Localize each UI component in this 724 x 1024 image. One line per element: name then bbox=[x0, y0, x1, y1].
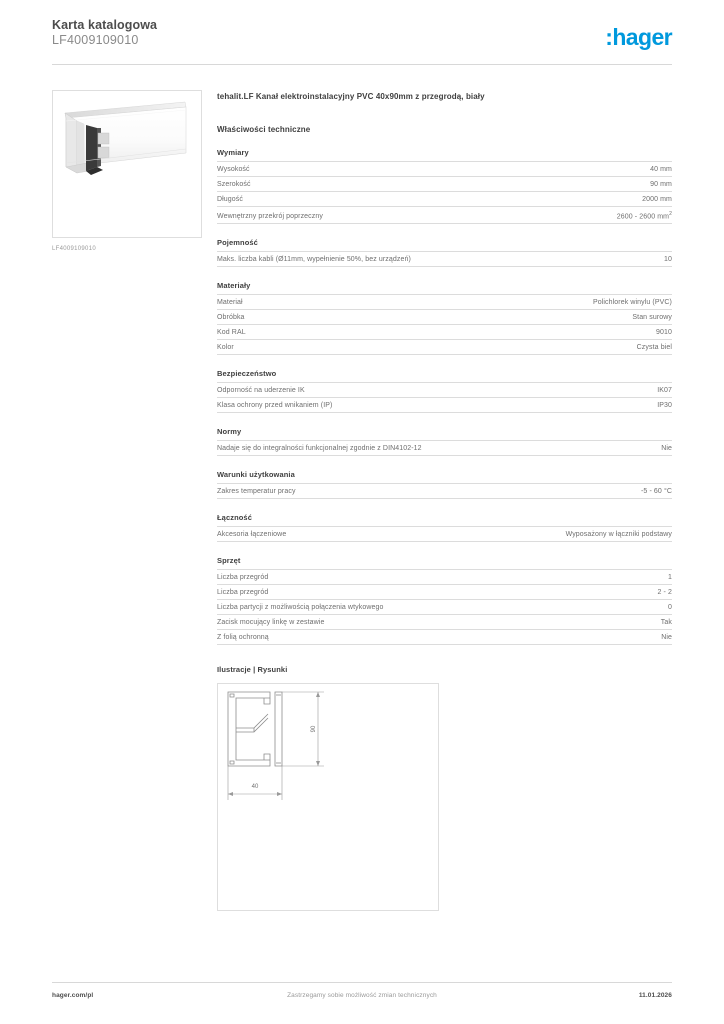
footer-disclaimer: Zastrzegamy sobie możliwość zmian technicznych bbox=[287, 992, 437, 999]
spec-group-title: Warunki użytkowania bbox=[217, 470, 295, 480]
spec-value: 2000 mm bbox=[642, 196, 672, 203]
header-divider bbox=[52, 64, 672, 65]
spec-value: Nie bbox=[661, 634, 672, 642]
spec-value bbox=[617, 211, 672, 220]
spec-row bbox=[217, 191, 672, 206]
spec-row bbox=[217, 294, 672, 309]
footer-website[interactable]: hager.com/pl bbox=[52, 992, 94, 999]
spec-row bbox=[217, 397, 672, 413]
spec-value: Czysta biel bbox=[636, 344, 672, 352]
page-header bbox=[52, 18, 672, 64]
spec-label: Z folią ochronną bbox=[217, 634, 269, 642]
product-photo-caption: LF4009109010 bbox=[52, 246, 96, 252]
spec-row bbox=[217, 440, 672, 456]
spec-row bbox=[217, 599, 672, 614]
spec-value: 2 - 2 bbox=[657, 589, 672, 597]
spec-row bbox=[217, 526, 672, 542]
spec-group-title: Materiały bbox=[217, 281, 251, 291]
spec-value: Polichlorek winylu (PVC) bbox=[592, 299, 672, 307]
illustrations-section bbox=[217, 665, 672, 911]
spec-value: 1 bbox=[668, 574, 672, 582]
cross-section-drawing bbox=[218, 684, 438, 910]
spec-row bbox=[217, 309, 672, 324]
spec-group-title: Normy bbox=[217, 427, 242, 437]
spec-row bbox=[217, 483, 672, 499]
spec-label: Liczba przegród bbox=[217, 589, 269, 597]
spec-group bbox=[217, 513, 672, 542]
spec-value-text: 2600 - 2600 mm bbox=[616, 213, 670, 221]
spec-value: Wyposażony w łączniki podstawy bbox=[565, 531, 672, 539]
product-photo-frame bbox=[52, 90, 202, 238]
spec-row bbox=[217, 569, 672, 584]
page-title: Karta katalogowa bbox=[52, 18, 158, 32]
spec-row bbox=[217, 161, 672, 176]
main-content bbox=[217, 92, 672, 911]
spec-group bbox=[217, 281, 672, 355]
spec-group bbox=[217, 238, 672, 267]
spec-label: Wysokość bbox=[217, 166, 250, 173]
product-name: tehalit.LF Kanał elektroinstalacyjny PVC 40x90mm z przegrodą, biały bbox=[217, 92, 485, 101]
spec-row bbox=[217, 324, 672, 339]
spec-row bbox=[217, 339, 672, 355]
product-photo bbox=[53, 91, 201, 237]
spec-label: Maks. liczba kabli (Ø11mm, wypełnienie 50%, bez urządzeń) bbox=[217, 256, 411, 264]
technical-properties-heading: Właściwości techniczne bbox=[217, 125, 311, 134]
spec-row bbox=[217, 382, 672, 397]
spec-group bbox=[217, 427, 672, 456]
header-titles bbox=[52, 18, 157, 48]
spec-group-title: Sprzęt bbox=[217, 556, 241, 566]
spec-label: Zakres temperatur pracy bbox=[217, 488, 296, 496]
spec-group-title: Pojemność bbox=[217, 238, 258, 248]
spec-label: Akcesoria łączeniowe bbox=[217, 531, 287, 539]
spec-label: Klasa ochrony przed wnikaniem (IP) bbox=[217, 402, 333, 410]
spec-value: Nie bbox=[661, 445, 672, 453]
product-image-column bbox=[52, 90, 204, 252]
spec-group bbox=[217, 369, 672, 413]
spec-row bbox=[217, 614, 672, 629]
spec-row bbox=[217, 176, 672, 191]
spec-label: Kod RAL bbox=[217, 329, 246, 337]
spec-row bbox=[217, 206, 672, 224]
spec-value: 10 bbox=[664, 256, 672, 264]
hager-logo: :hager bbox=[605, 24, 672, 50]
spec-label: Nadaje się do integralności funkcjonalnej zgodnie z DIN4102-12 bbox=[217, 445, 422, 453]
spec-label: Obróbka bbox=[217, 314, 245, 322]
spec-group bbox=[217, 148, 672, 224]
spec-groups bbox=[217, 148, 672, 645]
technical-drawing-frame bbox=[217, 683, 439, 911]
spec-value: IP30 bbox=[657, 402, 672, 410]
spec-group-title: Łączność bbox=[217, 513, 252, 523]
spec-group bbox=[217, 470, 672, 499]
spec-row bbox=[217, 629, 672, 645]
dimension-height-label: 90 bbox=[311, 725, 317, 733]
spec-label: Kolor bbox=[217, 344, 234, 352]
spec-label: Odporność na uderzenie IK bbox=[217, 387, 305, 395]
spec-value: -5 - 60 °C bbox=[640, 488, 672, 496]
spec-value: IK07 bbox=[657, 387, 672, 395]
spec-value: 9010 bbox=[656, 329, 672, 337]
spec-label: Zacisk mocujący linkę w zestawie bbox=[217, 619, 325, 627]
spec-group-title: Wymiary bbox=[217, 148, 249, 157]
spec-value: Stan surowy bbox=[632, 314, 672, 322]
spec-group bbox=[217, 556, 672, 645]
spec-label: Długość bbox=[217, 196, 243, 203]
dimension-width-label: 40 bbox=[251, 784, 259, 791]
spec-label: Materiał bbox=[217, 299, 243, 307]
spec-group-title: Bezpieczeństwo bbox=[217, 369, 277, 379]
illustrations-heading: Ilustracje | Rysunki bbox=[217, 665, 288, 675]
footer-divider bbox=[52, 982, 672, 983]
spec-row bbox=[217, 584, 672, 599]
spec-label: Szerokość bbox=[217, 181, 251, 188]
spec-value: Tak bbox=[660, 619, 672, 627]
spec-label: Liczba partycji z możliwością połączenia wtykowego bbox=[217, 604, 384, 612]
spec-value: 0 bbox=[668, 604, 672, 612]
spec-value: 40 mm bbox=[650, 166, 672, 173]
footer-date: 11.01.2026 bbox=[638, 992, 672, 999]
spec-value: 90 mm bbox=[650, 181, 672, 188]
spec-row bbox=[217, 251, 672, 267]
spec-value-superscript: 2 bbox=[669, 211, 672, 217]
spec-label: Wewnętrzny przekrój poprzeczny bbox=[217, 213, 323, 221]
page-subtitle-article-number: LF4009109010 bbox=[52, 33, 139, 47]
page-footer bbox=[52, 992, 672, 1006]
spec-label: Liczba przegród bbox=[217, 574, 269, 582]
